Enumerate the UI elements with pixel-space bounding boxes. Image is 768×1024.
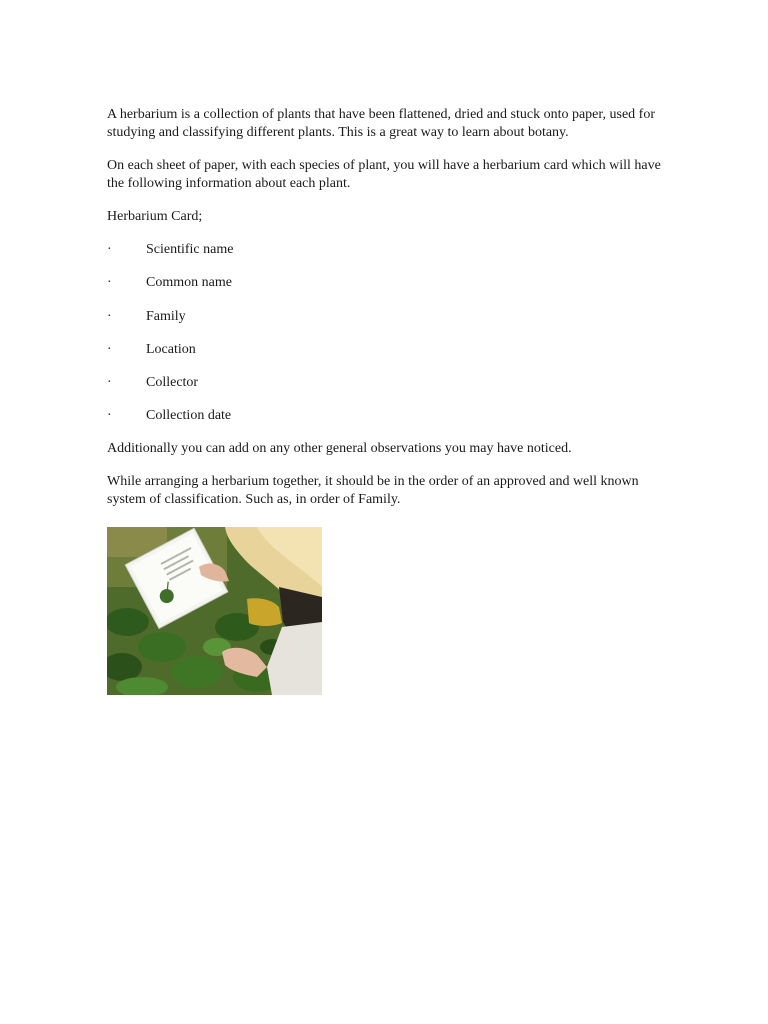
observations-paragraph: Additionally you can add on any other general observations you may have noticed.	[107, 440, 572, 456]
list-item-label: Family	[146, 308, 186, 324]
list-item	[107, 341, 667, 359]
list-item-label: Collector	[146, 375, 199, 391]
bullet-icon: ·	[107, 242, 112, 257]
list-item-label: Collection date	[146, 408, 232, 424]
list-item	[107, 274, 667, 292]
bullet-icon: ·	[107, 375, 112, 391]
bullet-icon: ·	[107, 308, 112, 324]
card-heading: Herbarium Card;	[107, 209, 203, 224]
card-field-list	[107, 241, 667, 425]
list-item-label: Scientific name	[146, 242, 234, 257]
list-item	[107, 241, 667, 259]
list-item-label: Location	[146, 341, 196, 357]
bullet-icon: ·	[107, 408, 112, 424]
classification-paragraph: While arranging a herbarium together, it should be in the order of an approved and well known system of classification. Such as, in order of Family.	[107, 473, 639, 507]
bullet-icon: ·	[107, 341, 112, 357]
list-item	[107, 374, 667, 392]
card-description-paragraph: On each sheet of paper, with each species of plant, you will have a herbarium card which will have the following information about each plant.	[107, 158, 661, 191]
list-item-label: Common name	[146, 275, 232, 291]
document-body	[107, 106, 667, 524]
bullet-icon: ·	[107, 275, 112, 291]
herbarium-photo	[107, 527, 322, 695]
list-item	[107, 308, 667, 326]
intro-paragraph: A herbarium is a collection of plants that have been flattened, dried and stuck onto paper, used for studying and classifying different plants. This is a great way to learn about botany.	[107, 107, 655, 140]
list-item	[107, 407, 667, 425]
